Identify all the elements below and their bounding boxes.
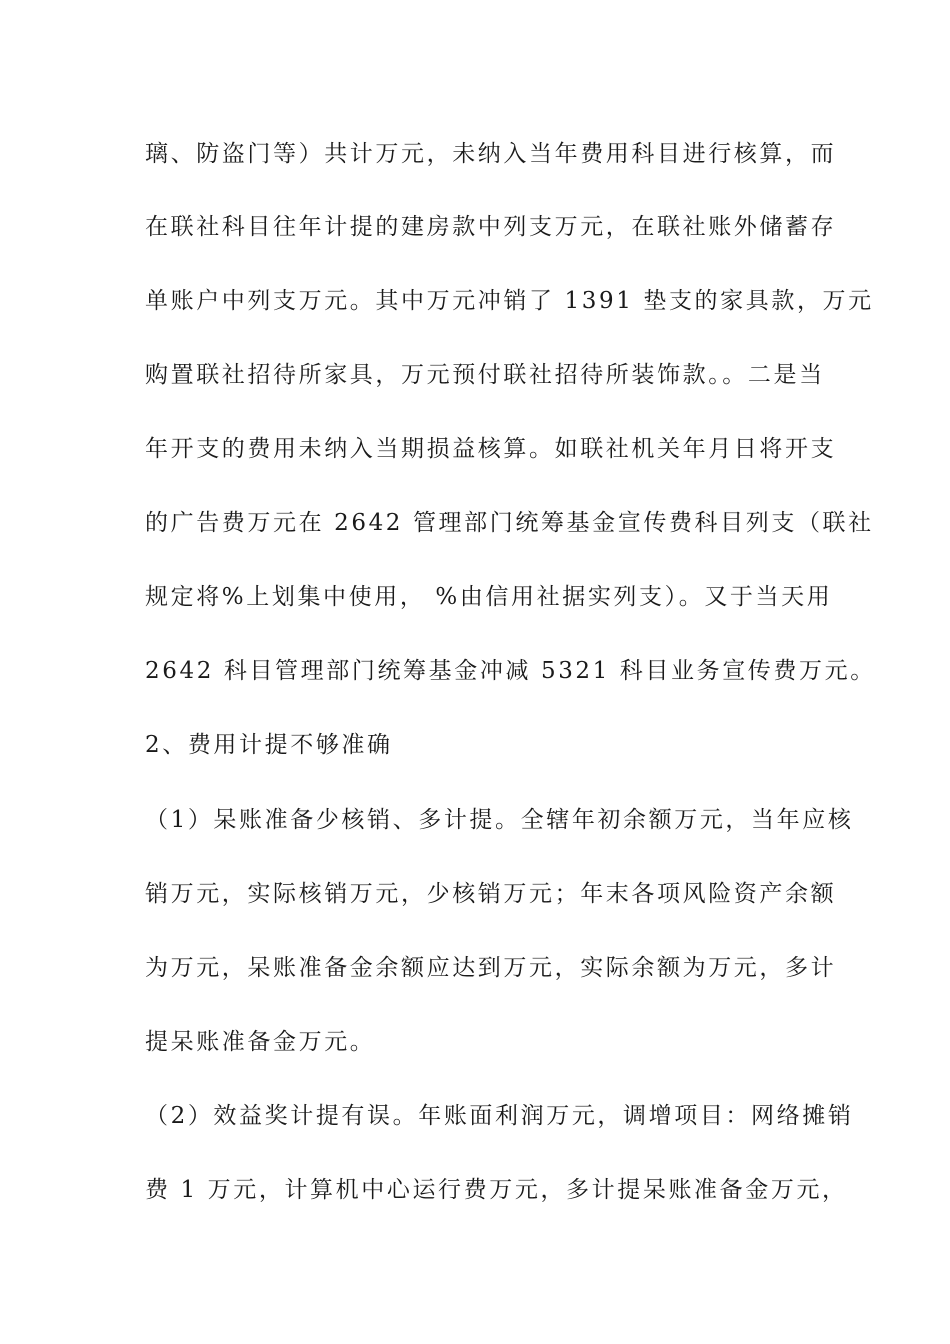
text-line: （2）效益奖计提有误。年账面利润万元，调增项目：网络摊销 — [145, 1103, 854, 1129]
text-line: 单账户中列支万元。其中万元冲销了 1391 垫支的家具款，万元 — [145, 288, 874, 314]
section-heading: 2、费用计提不够准确 — [145, 732, 393, 758]
text-line: 的广告费万元在 2642 管理部门统筹基金宣传费科目列支（联社 — [145, 510, 874, 536]
text-line: 2642 科目管理部门统筹基金冲减 5321 科目业务宣传费万元。 — [145, 658, 876, 684]
text-line: 为万元，呆账准备金余额应达到万元，实际余额为万元，多计 — [145, 955, 837, 981]
text-line: 购置联社招待所家具，万元预付联社招待所装饰款。。二是当 — [145, 362, 825, 388]
text-line: 年开支的费用未纳入当期损益核算。如联社机关年月日将开支 — [145, 436, 837, 462]
text-line: 提呆账准备金万元。 — [145, 1029, 376, 1055]
text-line: 在联社科目往年计提的建房款中列支万元，在联社账外储蓄存 — [145, 214, 837, 240]
text-line: 规定将%上划集中使用， %由信用社据实列支）。又于当天用 — [145, 584, 833, 610]
text-line: 销万元，实际核销万元，少核销万元；年末各项风险资产余额 — [145, 881, 837, 907]
text-line: （1）呆账准备少核销、多计提。全辖年初余额万元，当年应核 — [145, 807, 854, 833]
text-line: 璃、防盗门等）共计万元，未纳入当年费用科目进行核算，而 — [145, 141, 837, 167]
text-line: 费 1 万元，计算机中心运行费万元，多计提呆账准备金万元， — [145, 1177, 848, 1203]
